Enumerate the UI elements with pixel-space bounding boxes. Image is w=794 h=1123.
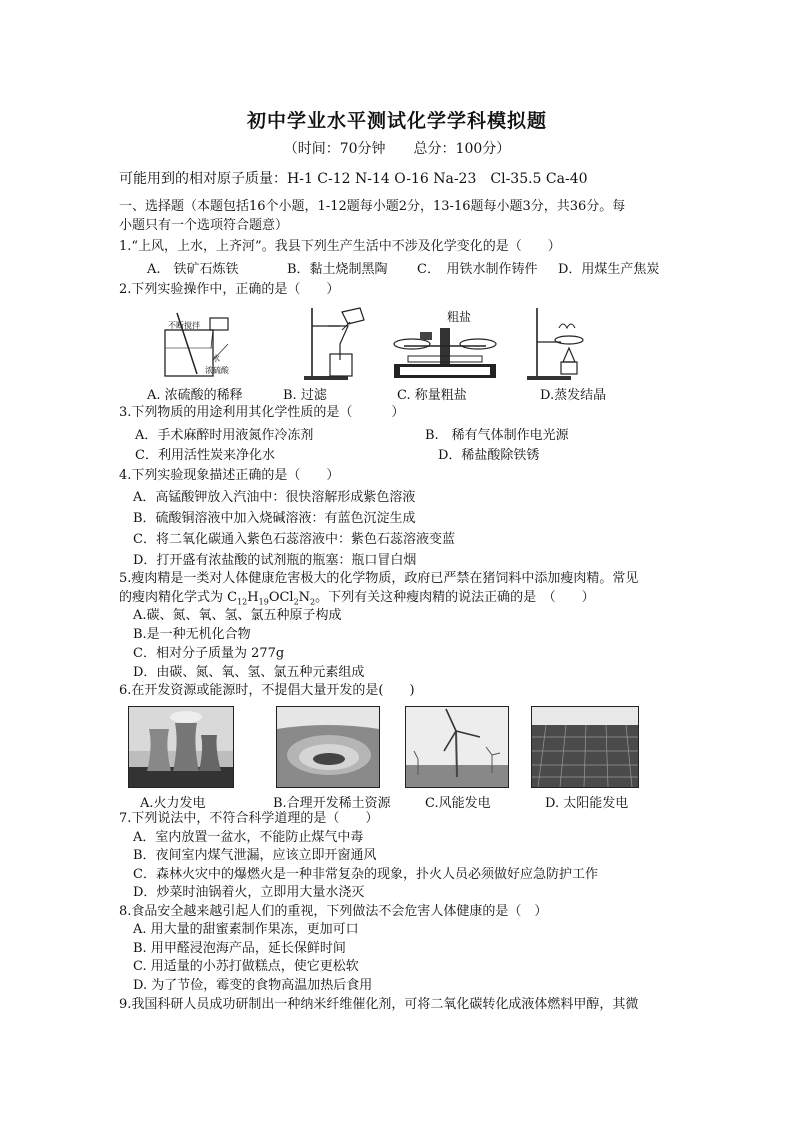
q7-stem: 7.下列说法中，不符合科学道理的是（ ） xyxy=(119,811,379,826)
q8-option-b: B. 用甲醛浸泡海产品，延长保鲜时间 xyxy=(133,941,346,956)
q2-stem: 2.下列实验操作中，正确的是（ ） xyxy=(119,282,340,297)
q2-option-b: B. 过滤 xyxy=(283,388,327,403)
q5-option-d: D．由碳、氮、氧、氢、氯五种元素组成 xyxy=(133,665,365,680)
q6-option-b: B.合理开发稀土资源 xyxy=(273,796,391,811)
fig-label-water: 水 xyxy=(212,354,220,363)
q4-stem: 4.下列实验现象描述正确的是（ ） xyxy=(119,468,340,483)
page-title: 初中学业水平测试化学学科模拟题 xyxy=(246,110,547,132)
q3-option-b: B. 稀有气体制作电光源 xyxy=(425,428,569,443)
q1-stem: 1.“上风，上水，上齐河”。我县下列生产生活中不涉及化学变化的是（ ） xyxy=(119,239,561,254)
fig-label-salt: 粗盐 xyxy=(447,310,472,324)
q7-option-c: C．森林火灾中的爆燃火是一种非常复杂的现象，扑火人员必须做好应急防护工作 xyxy=(133,867,598,882)
q6-option-a: A.火力发电 xyxy=(140,796,206,811)
q4-option-c: C．将二氧化碳通入紫色石蕊溶液中：紫色石蕊溶液变蓝 xyxy=(133,532,455,547)
q4-option-d: D．打开盛有浓盐酸的试剂瓶的瓶塞：瓶口冒白烟 xyxy=(133,553,417,568)
thermal-power-photo xyxy=(128,706,234,788)
q1-option-d: D．用煤生产焦炭 xyxy=(558,262,660,277)
q5-stem-line1: 5.瘦肉精是一类对人体健康危害极大的化学物质，政府已严禁在猪饲料中添加瘦肉精。常见 xyxy=(119,571,639,586)
balance-figure xyxy=(390,312,500,380)
solar-power-photo xyxy=(531,706,639,788)
q7-option-a: A．室内放置一盆水，不能防止煤气中毒 xyxy=(133,830,364,845)
wind-power-photo xyxy=(405,706,509,788)
q6-option-c: C.风能发电 xyxy=(425,796,491,811)
atomic-masses: 可能用到的相对原子质量：H-1 C-12 N-14 O-16 Na-23 Cl-35.5 Ca-40 xyxy=(119,171,588,187)
filtration-figure xyxy=(298,306,378,382)
q3-option-a: A．手术麻醉时用液氮作冷冻剂 xyxy=(135,428,314,443)
q5-option-b: B.是一种无机化合物 xyxy=(133,627,251,642)
q8-stem: 8.食品安全越来越引起人们的重视，下列做法不会危害人体健康的是（ ） xyxy=(119,904,548,919)
q6-option-d: D. 太阳能发电 xyxy=(545,796,629,811)
q7-option-b: B．夜间室内煤气泄漏，应该立即开窗通风 xyxy=(133,848,377,863)
q3-stem: 3.下列物质的用途利用其化学性质的是（ ） xyxy=(119,405,405,420)
q3-option-d: D．稀盐酸除铁锈 xyxy=(438,448,540,463)
rare-earth-mine-photo xyxy=(276,706,380,788)
q8-option-d: D. 为了节俭，霉变的食物高温加热后食用 xyxy=(133,978,373,993)
q9-stem: 9.我国科研人员成功研制出一种纳米纤维催化剂，可将二氧化碳转化成液体燃料甲醇，其微 xyxy=(119,997,639,1012)
q1-option-b: B．黏土烧制黑陶 xyxy=(287,262,388,277)
q8-option-c: C. 用适量的小苏打做糕点，使它更松软 xyxy=(133,959,359,974)
q7-option-d: D．炒菜时油锅着火，立即用大量水浇灭 xyxy=(133,885,365,900)
q5-stem-line2: 的瘦肉精化学式为 $C_{12}H_{19}OCl_2N_2$。下列有关这种瘦肉精的说法正确的是 （ ） xyxy=(119,590,595,607)
q2-option-a: A. 浓硫酸的稀释 xyxy=(147,388,243,403)
fig-label-acid: 浓硫酸 xyxy=(205,366,229,375)
exam-time-score: （时间：70分钟 总分：100分） xyxy=(283,141,511,157)
q4-option-a: A．高锰酸钾放入汽油中：很快溶解形成紫色溶液 xyxy=(133,490,416,505)
q2-option-d: D.蒸发结晶 xyxy=(540,388,607,403)
section-header-line2: 小题只有一个选项符合题意） xyxy=(119,218,289,233)
q1-option-c: C． 用铁水制作铸件 xyxy=(417,262,538,277)
q5-option-a: A.碳、氮、氧、氢、氯五种原子构成 xyxy=(133,608,342,623)
q5-option-c: C．相对分子质量为 277g xyxy=(133,646,285,661)
q2-option-c: C. 称量粗盐 xyxy=(397,388,467,403)
evaporation-figure xyxy=(525,306,595,382)
q8-option-a: A. 用大量的甜蜜素制作果冻，更加可口 xyxy=(133,922,359,937)
q3-option-c: C．利用活性炭来净化水 xyxy=(135,448,275,463)
q4-option-b: B．硫酸铜溶液中加入烧碱溶液：有蓝色沉淀生成 xyxy=(133,511,416,526)
fig-label-stir: 不断搅拌 xyxy=(168,321,200,330)
section-header-line1: 一、选择题（本题包括16个小题，1-12题每小题2分，13-16题每小题3分，共36分。每 xyxy=(119,199,626,214)
q6-stem: 6.在开发资源或能源时，不提倡大量开发的是( ) xyxy=(119,683,415,698)
q1-option-a: A. 铁矿石炼铁 xyxy=(147,262,239,277)
